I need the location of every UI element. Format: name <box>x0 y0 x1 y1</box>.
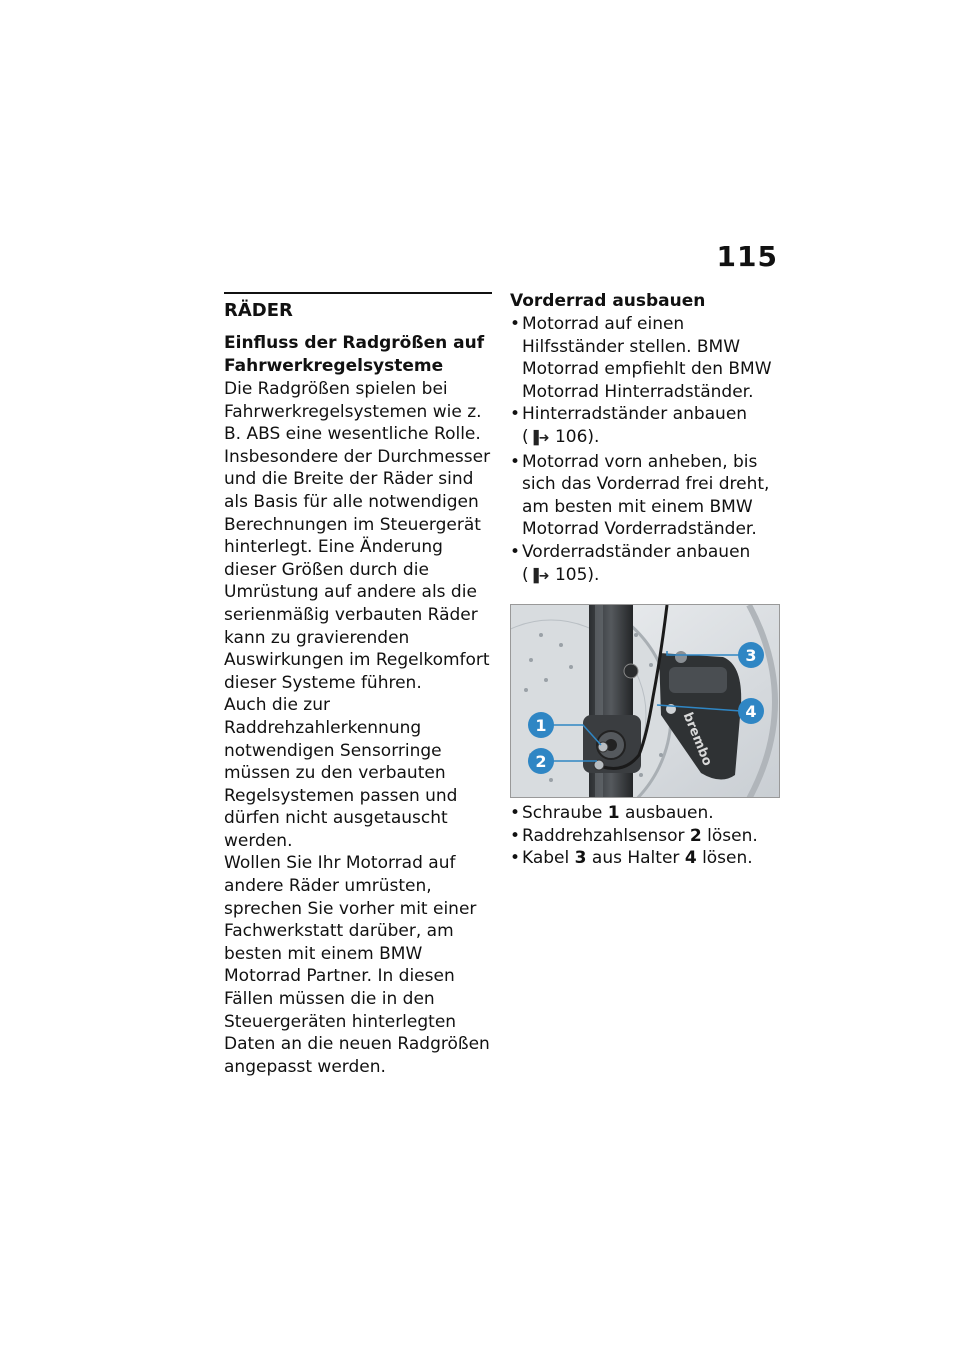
callout-2-label: 2 <box>535 752 547 772</box>
removal-step-3-pre: Kabel <box>522 848 570 869</box>
page-number: 115 <box>716 240 778 273</box>
paragraph-2: Auch die zur Raddrehzahlerkennung notwendigen Sensorringe müssen zu den verbauten Regelsystemen passen und dürfen nicht ausgetauscht werden. <box>224 695 458 851</box>
step-3-text: Motorrad vorn anheben, bis sich das Vorderrad frei dreht, am besten mit einem BMW Motorrad Vorderradständer. <box>522 451 770 540</box>
removal-step-1-pre: Schraube <box>522 803 603 824</box>
removal-step-1-post: ausbauen. <box>625 803 714 824</box>
step-4: • Vorderradständer anbauen (▐➜ 105). <box>510 541 782 588</box>
right-column <box>510 290 782 870</box>
step-2-text: Hinterradständer anbauen <box>522 404 748 425</box>
removal-step-2-num: 2 <box>689 825 702 846</box>
callout-1-label: 1 <box>535 716 547 736</box>
arrow-right-icon: ▐➜ <box>528 568 550 584</box>
callout-4-label: 4 <box>745 702 757 722</box>
removal-step-1 <box>510 802 782 825</box>
removal-step-2-pre: Raddrehzahlsensor <box>522 825 685 846</box>
subheading-line2: Fahrwerkregelsysteme <box>224 356 444 376</box>
paragraph-1: Die Radgrößen spielen bei Fahrwerkregelsystemen wie z. B. ABS eine wesentliche Rolle. Insbesondere der Durchmesser und die Breite der Räder sind als Basis für alle notwendigen Berechnungen im Steuergerät hinterlegt. Eine Änderung dieser Größen durch die Umrüstung auf andere als die serienmäßig verbauten Räder kann zu gravierenden Auswirkungen im Regelkomfort dieser Systeme führen. <box>224 379 491 693</box>
procedure-heading: Vorderrad ausbauen <box>510 291 706 311</box>
removal-step-3-num2: 4 <box>684 848 697 869</box>
removal-step-1-num: 1 <box>607 803 620 824</box>
brake-caliper-figure <box>510 604 780 798</box>
subheading-line1: Einfluss der Radgrößen auf <box>224 333 485 353</box>
procedure-steps <box>510 313 782 588</box>
section-title: RÄDER <box>224 300 293 321</box>
left-column <box>224 292 492 1078</box>
section-rule <box>224 292 492 294</box>
removal-steps <box>510 802 782 870</box>
brembo-logo: brembo <box>679 710 715 769</box>
removal-step-3-post: lösen. <box>702 848 753 869</box>
figure-illustration <box>511 605 780 798</box>
removal-step-3 <box>510 847 782 870</box>
step-2: • Hinterradständer anbauen (▐➜ 106). <box>510 403 782 450</box>
removal-step-3-num: 3 <box>574 848 587 869</box>
subheading <box>224 332 492 378</box>
step-4-text: Vorderradständer anbauen <box>522 541 751 562</box>
step-2-ref[interactable]: 106). <box>554 426 600 447</box>
paragraph-3: Wollen Sie Ihr Motorrad auf andere Räder umrüsten, sprechen Sie vorher mit einer Fachwerkstatt darüber, am besten mit einem BMW Motorrad Partner. In diesen Fällen müssen die in den Steuergeräten hinterlegten Daten an die neuen Radgrößen angepasst werden. <box>224 853 490 1077</box>
step-3 <box>510 451 782 541</box>
removal-step-3-pre2: aus Halter <box>591 848 680 869</box>
removal-step-2-post: lösen. <box>707 825 758 846</box>
step-1 <box>510 313 782 403</box>
callout-3-label: 3 <box>745 646 757 666</box>
step-4-ref[interactable]: 105). <box>554 564 600 585</box>
step-1-text: Motorrad auf einen Hilfsständer stellen. BMW Motorrad empfiehlt den BMW Motorrad Hinterradständer. <box>522 314 772 402</box>
removal-step-2 <box>510 825 782 848</box>
arrow-right-icon: ▐➜ <box>528 430 550 446</box>
